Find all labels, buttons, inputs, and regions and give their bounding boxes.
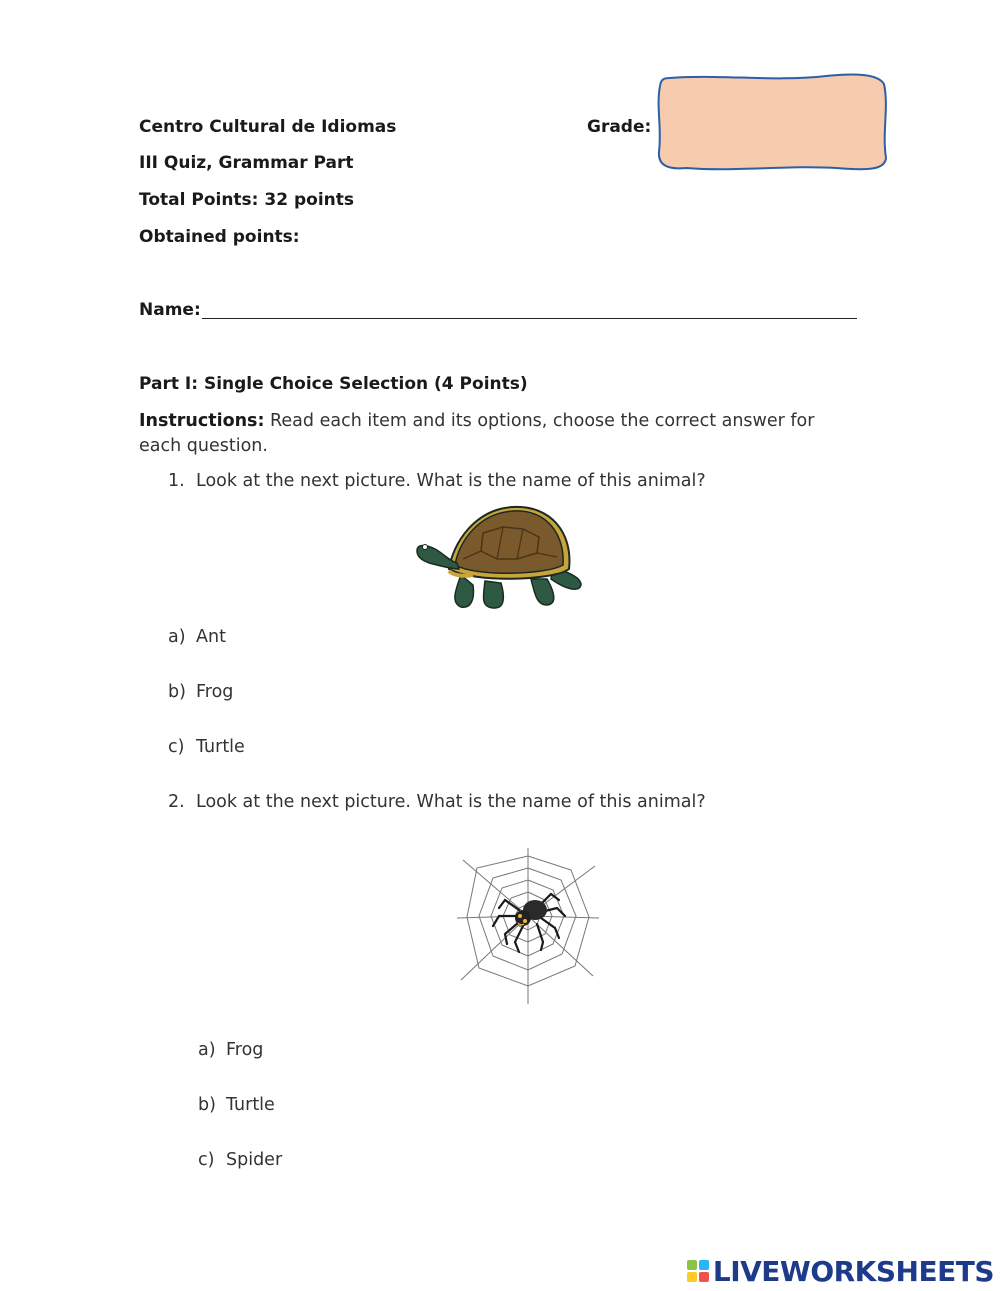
logo-text: LIVEWORKSHEETS [712, 1254, 994, 1288]
option-text: Frog [196, 682, 234, 702]
question-1 [168, 471, 706, 491]
option-letter: b) [198, 1095, 216, 1115]
q2-option-a[interactable] [198, 1040, 263, 1060]
total-points: Total Points: 32 points [139, 190, 354, 210]
option-letter: a) [198, 1040, 216, 1060]
q1-option-a[interactable] [168, 627, 226, 647]
spider-web-image [455, 846, 601, 1006]
option-letter: b) [168, 682, 186, 702]
option-text: Turtle [196, 737, 245, 757]
grade-input-box[interactable] [656, 72, 888, 172]
question-number: 2. [168, 792, 185, 812]
part1-title: Part I: Single Choice Selection (4 Points) [139, 374, 528, 394]
option-text: Turtle [226, 1095, 275, 1115]
quiz-title: III Quiz, Grammar Part [139, 153, 354, 173]
obtained-points: Obtained points: [139, 227, 300, 247]
q2-option-b[interactable] [198, 1095, 275, 1115]
question-text: Look at the next picture. What is the name of this animal? [196, 471, 706, 491]
logo-blocks-icon [687, 1260, 709, 1282]
option-letter: a) [168, 627, 186, 647]
instructions-text: Read each item and its options, choose the correct answer for each question. [139, 411, 815, 456]
option-letter: c) [168, 737, 185, 757]
name-field-line[interactable] [202, 318, 857, 319]
turtle-image [413, 503, 585, 613]
option-text: Spider [226, 1150, 283, 1170]
question-text: Look at the next picture. What is the name of this animal? [196, 792, 706, 812]
instructions-label: Instructions: [139, 411, 265, 431]
q2-option-c[interactable] [198, 1150, 282, 1170]
q1-option-c[interactable] [168, 737, 245, 757]
option-text: Frog [226, 1040, 264, 1060]
grade-label: Grade: [587, 117, 652, 137]
option-text: Ant [196, 627, 226, 647]
q1-option-b[interactable] [168, 682, 233, 702]
liveworksheets-logo [687, 1254, 994, 1288]
option-letter: c) [198, 1150, 215, 1170]
instructions [139, 409, 859, 459]
school-name: Centro Cultural de Idiomas [139, 117, 397, 137]
name-label: Name: [139, 300, 201, 320]
question-2 [168, 792, 706, 812]
question-number: 1. [168, 471, 185, 491]
